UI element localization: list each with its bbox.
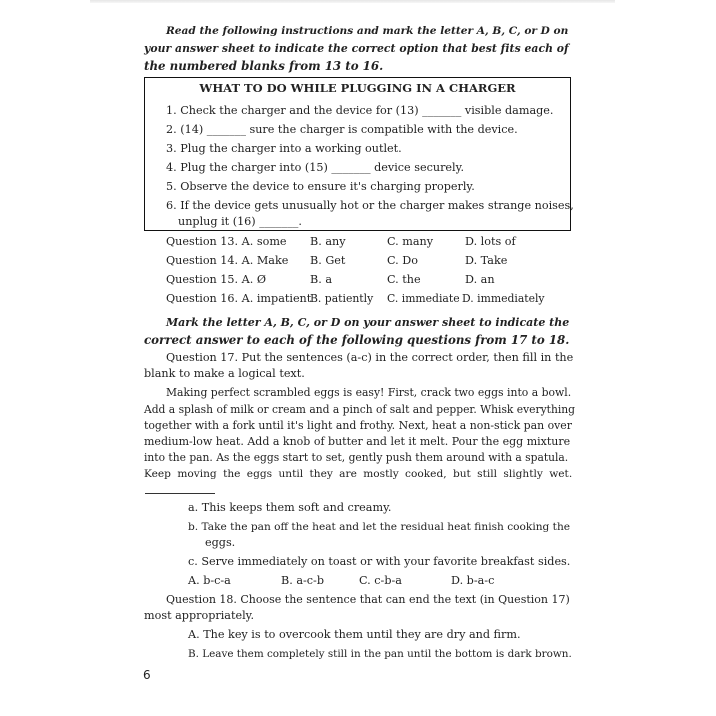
q16-option-a: Question 16. A. impatient <box>166 292 312 305</box>
q17-prompt-line-2: blank to make a logical text. <box>144 367 305 380</box>
q17-prompt-line-1: Question 17. Put the sentences (a-c) in the correct order, then fill in the <box>166 351 574 364</box>
step-1: 1. Check the charger and the device for (13) _______ visible damage. <box>166 104 554 117</box>
q18-prompt-line-2: most appropriately. <box>144 609 255 622</box>
box-title: WHAT TO DO WHILE PLUGGING IN A CHARGER <box>199 81 516 95</box>
step-4: 4. Plug the charger into (15) _______ device securely. <box>166 161 465 174</box>
q15-option-d: D. an <box>465 273 495 286</box>
q16-option-b: B. patiently <box>310 292 374 305</box>
q14-option-c: C. Do <box>387 254 418 267</box>
page-number: 6 <box>143 668 151 682</box>
q14-option-b: B. Get <box>310 254 346 267</box>
q13-option-a: Question 13. A. some <box>166 235 287 248</box>
answer-blank <box>145 493 215 494</box>
passage-line-6: Keep moving the eggs until they are mostly cooked, but still slightly wet. <box>144 468 573 480</box>
passage-line-4: medium-low heat. Add a knob of butter and let it melt. Pour the egg mixture <box>144 435 571 448</box>
instruction2-line-2: correct answer to each of the following questions from 17 to 18. <box>144 333 570 347</box>
passage-line-2: Add a splash of milk or cream and a pinch of salt and pepper. Whisk everything <box>144 403 575 416</box>
instruction-line-2: your answer sheet to indicate the correct option that best fits each of <box>144 42 569 55</box>
q13-option-c: C. many <box>387 235 434 248</box>
step-6-cont: unplug it (16) _______. <box>178 215 302 228</box>
q13-option-b: B. any <box>310 235 346 248</box>
q14-option-a: Question 14. A. Make <box>166 254 289 267</box>
page-top-edge <box>90 0 615 3</box>
step-2: 2. (14) _______ sure the charger is compatible with the device. <box>166 123 518 136</box>
sentence-b: b. Take the pan off the heat and let the residual heat finish cooking the <box>188 521 571 533</box>
passage-line-1: Making perfect scrambled eggs is easy! First, crack two eggs into a bowl. <box>166 386 572 399</box>
step-3: 3. Plug the charger into a working outlet. <box>166 142 402 155</box>
q17-option-a: A. b-c-a <box>188 574 231 587</box>
passage-line-3: together with a fork until it's light and frothy. Next, heat a non-stick pan over <box>144 419 572 432</box>
step-5: 5. Observe the device to ensure it's charging properly. <box>166 180 475 193</box>
instruction-line-1: Read the following instructions and mark the letter A, B, C, or D on <box>166 25 569 37</box>
sentence-a: a. This keeps them soft and creamy. <box>188 501 392 514</box>
q15-option-b: B. a <box>310 273 333 286</box>
instruction2-line-1: Mark the letter A, B, C, or D on your answer sheet to indicate the <box>166 316 570 329</box>
q15-option-a: Question 15. A. Ø <box>166 273 267 286</box>
step-6: 6. If the device gets unusually hot or the charger makes strange noises, <box>166 199 574 212</box>
passage-line-5: into the pan. As the eggs start to set, gently push them around with a spatula. <box>144 451 569 464</box>
q18-option-a: A. The key is to overcook them until they are dry and firm. <box>188 628 521 641</box>
sentence-b-cont: eggs. <box>205 536 236 549</box>
q16-option-c: C. immediate <box>387 292 460 305</box>
q17-option-c: C. c-b-a <box>359 574 402 587</box>
q18-prompt-line-1: Question 18. Choose the sentence that can end the text (in Question 17) <box>166 593 570 606</box>
instruction-line-3: the numbered blanks from 13 to 16. <box>144 59 384 73</box>
q16-option-d: D. immediately <box>462 292 545 305</box>
sentence-c: c. Serve immediately on toast or with your favorite breakfast sides. <box>188 555 571 568</box>
q13-option-d: D. lots of <box>465 235 516 248</box>
q14-option-d: D. Take <box>465 254 508 267</box>
q18-option-b: B. Leave them completely still in the pan until the bottom is dark brown. <box>188 648 572 660</box>
q17-option-b: B. a-c-b <box>281 574 324 587</box>
q15-option-c: C. the <box>387 273 421 286</box>
q17-option-d: D. b-a-c <box>451 574 495 587</box>
